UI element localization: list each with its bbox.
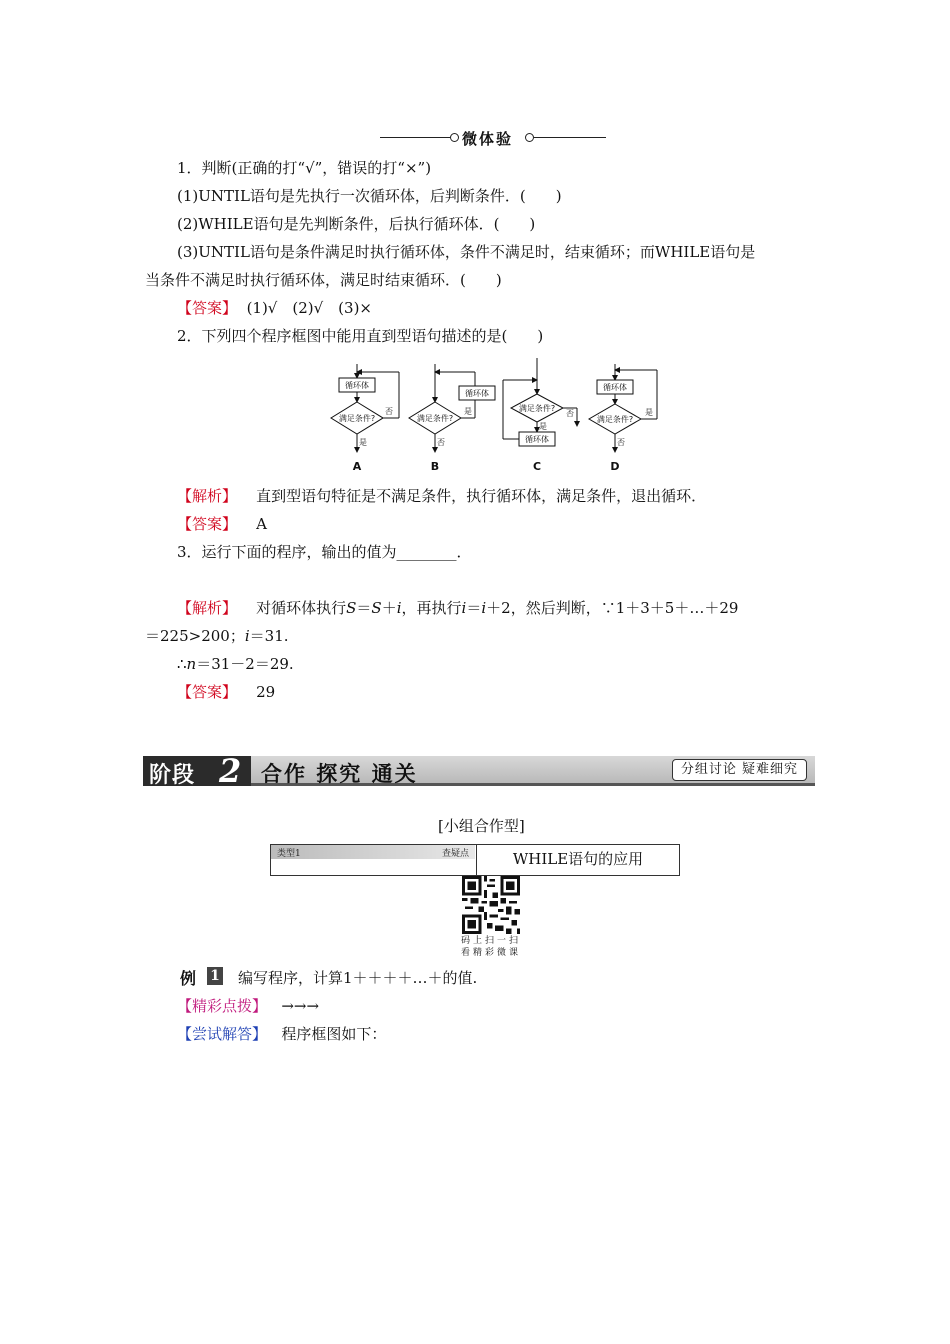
answer-tag: 【答案】 [177,515,238,533]
q1-item1: (1)UNTIL语句是先执行一次循环体，后判断条件．( ) [177,187,562,205]
analysis-text: 对循环体执行 [256,599,347,617]
heading-rule-left [380,137,452,138]
analysis-text: ＝31. [249,627,289,645]
q2-analysis [177,486,706,506]
q3-analysis-line2 [145,626,289,646]
example-text: 编写程序，计算1＋＋＋＋…＋的值. [238,969,478,987]
example-word: 例 [180,969,197,988]
hint-line [177,996,319,1016]
flowchart-b-no: 否 [437,438,445,447]
answer-tag: 【答案】 [177,299,238,317]
type-box [270,844,680,876]
q3-answer [177,682,275,702]
flowchart-c-no: 否 [566,409,574,418]
flowchart-c-body: 循环体 [525,435,549,444]
heading-dot-left [450,133,459,142]
flowchart-b-body: 循环体 [465,389,489,398]
flowchart-c-cond: 满足条件? [518,404,556,413]
try-line [177,1024,386,1044]
try-tag: 【尝试解答】 [177,1025,268,1043]
answer-tag: 【答案】 [177,683,238,701]
analysis-tag: 【解析】 [177,487,238,505]
answer-text: 29 [256,683,276,701]
analysis-text: ＝225>200； [145,627,245,645]
flowchart-label-a: A [352,460,362,473]
analysis-text: ＋2，然后判断，∵1＋3＋5＋…＋29 [486,599,739,617]
flowchart-d-yes: 是 [645,408,653,417]
stage-number: 2 [219,752,242,790]
flowchart-c [503,358,577,446]
flowchart-a-yes: 是 [359,438,367,447]
var-s: S [371,599,382,617]
stage-pill: 分组讨论 疑难细究 [672,759,807,781]
stage-title: 合作 探究 通关 [261,761,418,786]
var-i: i [244,627,250,645]
type-title: WHILE语句的应用 [512,850,644,868]
flowchart-a-no: 否 [385,407,393,416]
analysis-text: 直到型语句特征是不满足条件，执行循环体，满足条件，退出循环． [256,487,707,505]
qr-caption-line1: 码上扫一扫 [460,936,521,946]
flowchart-label-c: C [532,460,542,473]
stage-banner [143,752,815,790]
q1-title: 1．判断(正确的打“√”，错误的打“×”) [177,159,432,177]
var-i: i [481,599,487,617]
flowchart-d-no: 否 [617,438,625,447]
group-type-label: [小组合作型] [438,817,525,835]
q3-analysis-line3 [177,654,294,674]
type-tag: 类型1 [277,849,301,859]
var-s: S [346,599,357,617]
flowchart-label-b: B [430,460,440,473]
flowchart-b-yes: 是 [464,407,472,416]
qr-code-icon[interactable] [461,876,521,934]
hint-tag: 【精彩点拨】 [177,997,268,1015]
q1-item3-line2: 当条件不满足时执行循环体，满足时结束循环．( ) [145,271,502,289]
qr-caption-line2: 看精彩微课 [460,948,521,958]
stage-badge [143,752,251,790]
heading-rule-right [534,137,606,138]
example-label [180,966,224,986]
type-bar [271,845,475,859]
analysis-tag: 【解析】 [177,599,238,617]
answer-text: (1)√ (2)√ (3)× [246,299,372,317]
q1-item3-line1: (3)UNTIL语句是条件满足时执行循环体，条件不满足时，结束循环；而WHILE语句是 [177,243,756,261]
q3-title: 3．运行下面的程序，输出的值为________． [177,543,472,561]
flowchart-d-cond: 满足条件? [596,415,634,424]
q3-analysis-line1 [177,598,738,618]
q1-item2: (2)WHILE语句是先判断条件，后执行循环体．( ) [177,215,536,233]
analysis-text: ，再执行 [401,599,462,617]
answer-text: A [256,515,267,533]
var-i: i [461,599,467,617]
flowchart-b-cond: 满足条件? [416,414,454,423]
q1-answer [177,298,372,318]
heading-dot-right [525,133,534,142]
analysis-text: ＝31－2＝29. [196,655,294,673]
var-n: n [186,655,197,673]
flowchart-c-yes: 是 [539,422,547,431]
heading-text: 微体验 [462,130,514,148]
section-heading [380,128,606,148]
flowchart-a-cond: 满足条件? [338,414,376,423]
stage-title-bar [251,756,815,786]
flowchart-b [409,364,495,452]
flowchart-a-body: 循环体 [345,381,369,390]
q2-answer [177,514,267,534]
var-i: i [396,599,402,617]
analysis-text: ＝ [466,599,482,617]
try-text: 程序框图如下： [281,1025,387,1043]
analysis-text: ＝ [356,599,372,617]
example-number: 1 [207,967,223,985]
flowchart-label-d: D [610,460,620,473]
q2-title: 2．下列四个程序框图中能用直到型语句描述的是( ) [177,327,544,345]
qr-caption [459,935,523,959]
type-tag-right: 查疑点 [441,849,469,859]
analysis-text: ∴ [177,655,187,673]
hint-text: →→→ [281,997,320,1015]
flowchart-d-body: 循环体 [603,383,627,392]
stage-label: 阶段 [149,762,196,788]
analysis-text: ＋ [381,599,397,617]
flowchart-figure [325,356,665,476]
